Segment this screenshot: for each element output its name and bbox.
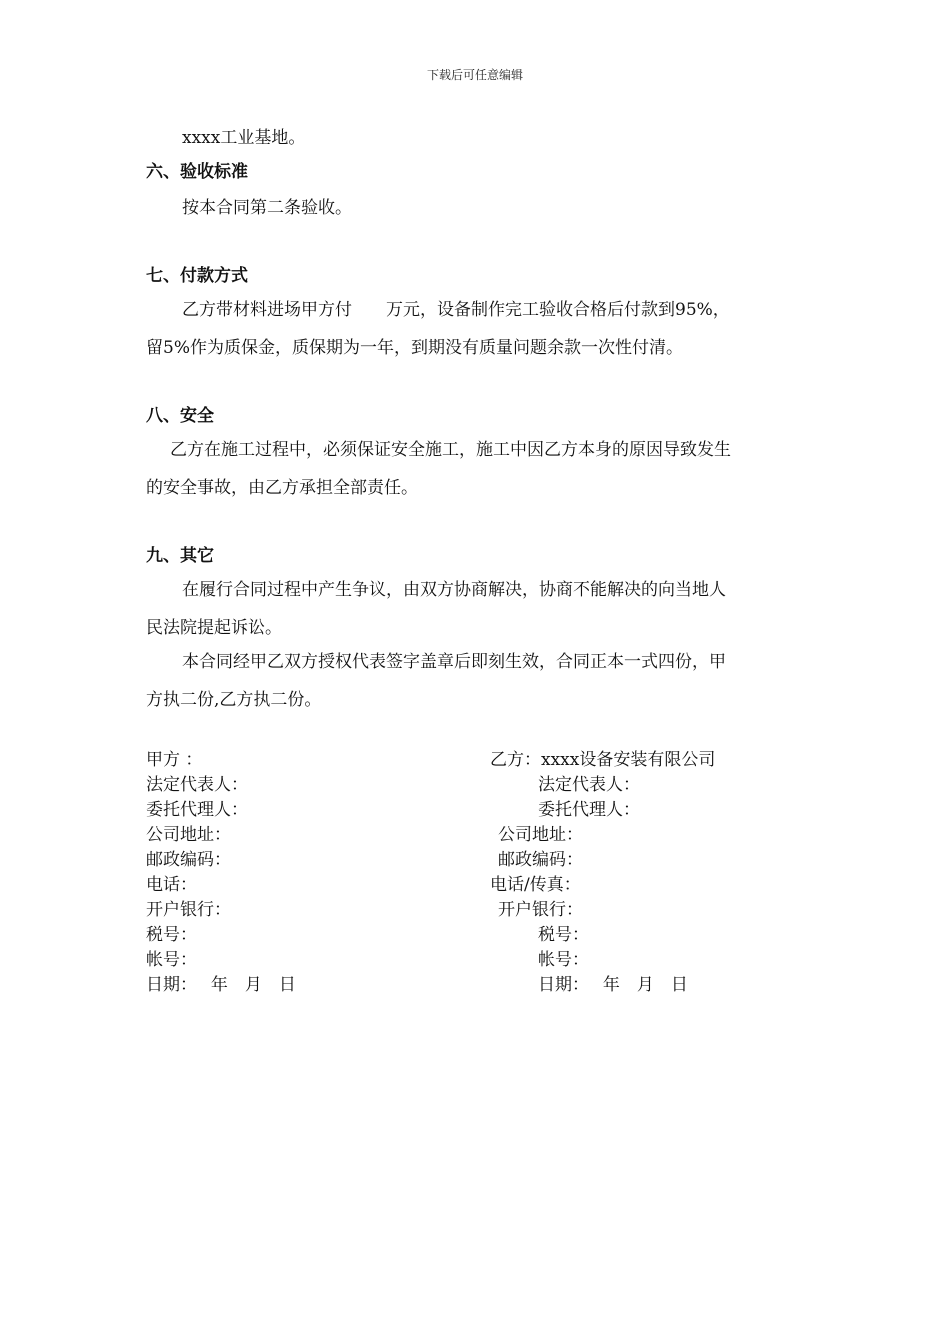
section-heading-safety: 八、安全 — [146, 406, 214, 426]
section-heading-payment: 七、付款方式 — [146, 266, 248, 286]
party-a-address: 公司地址： — [146, 825, 231, 845]
paragraph-line: 方执二份,乙方执二份。 — [146, 690, 322, 710]
party-a-postcode: 邮政编码： — [146, 850, 231, 870]
party-b-date: 日期： 年 月 日 — [538, 975, 688, 995]
party-b-tax: 税号： — [538, 925, 589, 945]
party-b-rep: 法定代表人： — [538, 775, 640, 795]
party-a-name: 甲方 ： — [146, 750, 203, 770]
paragraph-line: 按本合同第二条验收。 — [182, 198, 352, 218]
party-b-name: 乙方：xxxx设备安装有限公司 — [490, 750, 716, 770]
section-heading-other: 九、其它 — [146, 546, 214, 566]
party-b-phone: 电话/传真： — [490, 875, 581, 895]
party-b-bank: 开户银行： — [498, 900, 583, 920]
paragraph-line: 的安全事故，由乙方承担全部责任。 — [146, 478, 418, 498]
paragraph-line: 乙方带材料进场甲方付 万元，设备制作完工验收合格后付款到95%， — [182, 300, 730, 320]
header-note: 下载后可任意编辑 — [426, 68, 523, 82]
party-b-address: 公司地址： — [498, 825, 583, 845]
party-a-agent: 委托代理人： — [146, 800, 248, 820]
party-a-bank: 开户银行： — [146, 900, 231, 920]
party-a-date: 日期： 年 月 日 — [146, 975, 296, 995]
party-b-account: 帐号： — [538, 950, 589, 970]
paragraph-line: 留5%作为质保金，质保期为一年，到期没有质量问题余款一次性付清。 — [146, 338, 683, 358]
party-b-agent: 委托代理人： — [538, 800, 640, 820]
paragraph-line: xxxx工业基地。 — [182, 128, 306, 148]
paragraph-line: 乙方在施工过程中，必须保证安全施工，施工中因乙方本身的原因导致发生 — [170, 440, 731, 460]
paragraph-line: 在履行合同过程中产生争议，由双方协商解决，协商不能解决的向当地人 — [182, 580, 726, 600]
party-b-postcode: 邮政编码： — [498, 850, 583, 870]
paragraph-line: 民法院提起诉讼。 — [146, 618, 282, 638]
party-a-phone: 电话： — [146, 875, 197, 895]
party-a-tax: 税号： — [146, 925, 197, 945]
party-a-rep: 法定代表人： — [146, 775, 248, 795]
party-a-account: 帐号： — [146, 950, 197, 970]
section-heading-acceptance: 六、验收标准 — [146, 162, 248, 182]
paragraph-line: 本合同经甲乙双方授权代表签字盖章后即刻生效，合同正本一式四份，甲 — [182, 652, 726, 672]
